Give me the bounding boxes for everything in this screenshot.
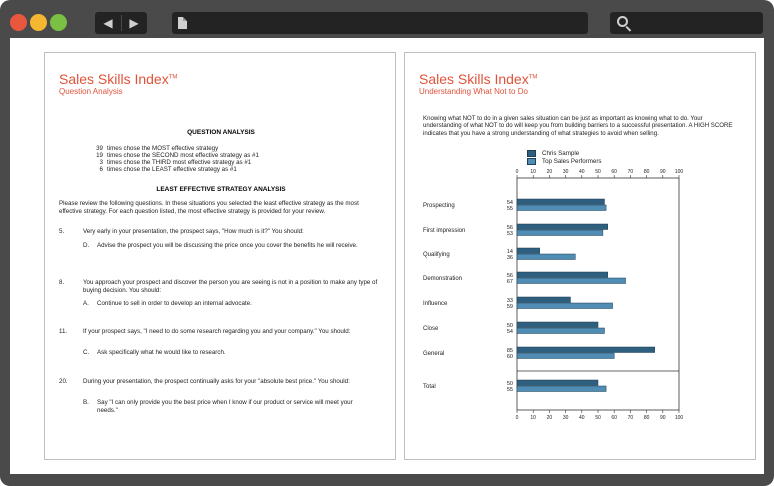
forward-button[interactable]: [121, 12, 147, 34]
bar-chart: [405, 53, 757, 461]
x-tick-label-bottom: 50: [595, 415, 601, 421]
bar-value-label: 59: [506, 303, 513, 310]
bar-value-label: 56: [506, 272, 513, 279]
question-text: If your prospect says, "I need to do some research regarding you and your company." You should:: [83, 328, 351, 335]
plot-frame: [517, 178, 679, 410]
x-tick-label-bottom: 70: [627, 415, 634, 421]
bar-chris-sample: [517, 347, 655, 353]
close-window-button[interactable]: [10, 14, 27, 31]
qa-count: 39: [96, 145, 103, 152]
question-text: You approach your prospect and discover the person you are seeing is not in a position to make any type of buying decision. You should:: [83, 279, 378, 294]
qa-count: 6: [99, 166, 103, 173]
bar-top-performers: [517, 230, 603, 236]
legend-label: Chris Sample: [542, 150, 580, 157]
maximize-window-button[interactable]: [50, 14, 67, 31]
bar-value-label: 55: [506, 205, 513, 212]
question-number: 5.: [59, 228, 65, 235]
page-what-not-to-do: [404, 52, 756, 460]
x-tick-label-bottom: 80: [643, 415, 650, 421]
question-item: [59, 228, 381, 236]
bar-value-label: 85: [506, 347, 513, 354]
intro-text: Knowing what NOT to do in a given sales situation can be just as important as knowing what to do. Your understanding of what NOT to do will keep you from building barriers to a successful presentation. A HIGH SCORE indicates that you have a strong understanding of what strategies to avoid when selling.: [423, 115, 733, 137]
category-label: Close: [423, 326, 439, 332]
answer-letter: B.: [83, 399, 89, 406]
bar-top-performers: [517, 386, 606, 392]
x-tick-label-bottom: 20: [546, 415, 553, 421]
qa-count: 19: [96, 152, 103, 159]
bar-top-performers: [517, 278, 626, 284]
bar-value-label: 53: [506, 230, 513, 237]
trademark: TM: [168, 74, 178, 81]
page-subtitle: Understanding What Not to Do: [419, 87, 528, 96]
x-tick-label-top: 70: [627, 169, 634, 175]
x-tick-label-top: 100: [674, 169, 684, 175]
page-subtitle: Question Analysis: [59, 87, 123, 96]
qa-text: times chose the MOST effective strategy: [107, 145, 219, 152]
category-label: Prospecting: [423, 203, 455, 209]
x-tick-label-top: 10: [530, 169, 536, 175]
bar-chris-sample: [517, 380, 598, 386]
x-tick-label-top: 50: [595, 169, 601, 175]
category-label: First impression: [423, 228, 466, 234]
legend-label: Top Sales Performers: [542, 158, 602, 165]
x-tick-label-top: 30: [562, 169, 569, 175]
bar-chris-sample: [517, 199, 604, 205]
title-text: Sales Skills Index: [419, 71, 529, 87]
page-icon: [178, 17, 187, 29]
bar-value-label: 60: [506, 353, 513, 360]
x-tick-label-bottom: 30: [562, 415, 569, 421]
category-label: Demonstration: [423, 276, 463, 282]
answer-item: [83, 242, 373, 250]
category-label: Qualifying: [423, 252, 450, 258]
question-text: During your presentation, the prospect continually asks for your "absolute best price." You should:: [83, 378, 350, 385]
x-tick-label-bottom: 60: [611, 415, 617, 421]
question-item: [59, 279, 381, 294]
answer-text: Ask specifically what he would like to research.: [97, 349, 226, 356]
answer-letter: C.: [83, 349, 90, 356]
search-icon: [617, 16, 628, 27]
search-bar[interactable]: [610, 12, 763, 34]
x-tick-label-top: 20: [546, 169, 553, 175]
bar-chris-sample: [517, 272, 608, 278]
x-tick-label-top: 80: [643, 169, 650, 175]
bar-value-label: 54: [506, 328, 513, 335]
bar-chris-sample: [517, 297, 570, 303]
address-bar[interactable]: [172, 12, 588, 34]
question-item: [59, 378, 381, 386]
qa-row: [91, 159, 251, 166]
category-label: Total: [423, 384, 436, 390]
bar-top-performers: [517, 303, 613, 309]
qa-text: times chose the LEAST effective strategy as #1: [107, 166, 237, 173]
page-question-analysis: [44, 52, 396, 460]
bar-value-label: 33: [506, 297, 513, 304]
question-number: 11.: [59, 328, 68, 335]
title-text: Sales Skills Index: [59, 71, 169, 87]
page-title: [59, 71, 177, 87]
qa-row: [91, 152, 259, 159]
answer-text: Say "I can only provide you the best price when I know if our product or service will meet your needs.": [97, 399, 353, 414]
minimize-window-button[interactable]: [30, 14, 47, 31]
x-tick-label-top: 0: [515, 169, 519, 175]
x-tick-label-bottom: 10: [530, 415, 536, 421]
answer-item: [83, 349, 373, 357]
answer-item: [83, 300, 373, 308]
x-tick-label-top: 40: [579, 169, 585, 175]
bar-value-label: 50: [506, 380, 513, 387]
question-text: Very early in your presentation, the prospect says, "How much is it?" You should:: [83, 228, 304, 235]
back-arrow-icon: ◀: [103, 16, 113, 30]
qa-row: [91, 145, 218, 152]
trademark: TM: [528, 74, 538, 81]
back-button[interactable]: [95, 12, 121, 34]
bar-top-performers: [517, 328, 604, 334]
question-item: [59, 328, 381, 336]
bar-value-label: 67: [506, 278, 513, 285]
bar-top-performers: [517, 205, 606, 211]
x-tick-label-bottom: 40: [579, 415, 585, 421]
x-tick-label-bottom: 100: [674, 415, 684, 421]
qa-row: [91, 166, 237, 173]
bar-value-label: 14: [506, 248, 513, 255]
x-tick-label-bottom: 90: [660, 415, 666, 421]
bar-chris-sample: [517, 248, 540, 254]
answer-text: Advise the prospect you will be discussing the price once you cover the benefits he will receive.: [97, 242, 358, 249]
forward-arrow-icon: ▶: [129, 16, 139, 30]
x-tick-label-top: 90: [660, 169, 666, 175]
bar-chris-sample: [517, 322, 598, 328]
question-number: 20.: [59, 378, 68, 385]
answer-letter: A.: [83, 300, 89, 307]
bar-value-label: 54: [506, 199, 513, 206]
bar-value-label: 55: [506, 386, 513, 393]
category-label: Influence: [423, 301, 448, 307]
bar-value-label: 50: [506, 322, 513, 329]
question-number: 8.: [59, 279, 65, 286]
navigation-buttons: [95, 12, 147, 34]
x-tick-label-top: 60: [611, 169, 617, 175]
bar-top-performers: [517, 254, 575, 260]
lesa-intro: Please review the following questions. In these situations you selected the least effective strategy as the most effective strategy. For each question listed, the most effective strategy is provided for your review.: [59, 200, 359, 215]
category-label: General: [423, 351, 445, 357]
qa-text: times chose the SECOND most effective strategy as #1: [107, 152, 259, 159]
qa-text: times chose the THIRD most effective strategy as #1: [107, 159, 252, 166]
bar-value-label: 36: [506, 254, 513, 261]
qa-heading: QUESTION ANALYSIS: [187, 129, 255, 136]
x-tick-label-bottom: 0: [515, 415, 519, 421]
document-viewer: [10, 38, 764, 474]
answer-text: Continue to sell in order to develop an internal advocate.: [97, 300, 252, 307]
answer-item: [83, 399, 373, 414]
lesa-heading: LEAST EFFECTIVE STRATEGY ANALYSIS: [156, 186, 286, 193]
answer-letter: D.: [83, 242, 90, 249]
bar-value-label: 56: [506, 224, 513, 231]
bar-top-performers: [517, 353, 614, 359]
bar-chris-sample: [517, 224, 608, 230]
qa-count: 3: [99, 159, 103, 166]
